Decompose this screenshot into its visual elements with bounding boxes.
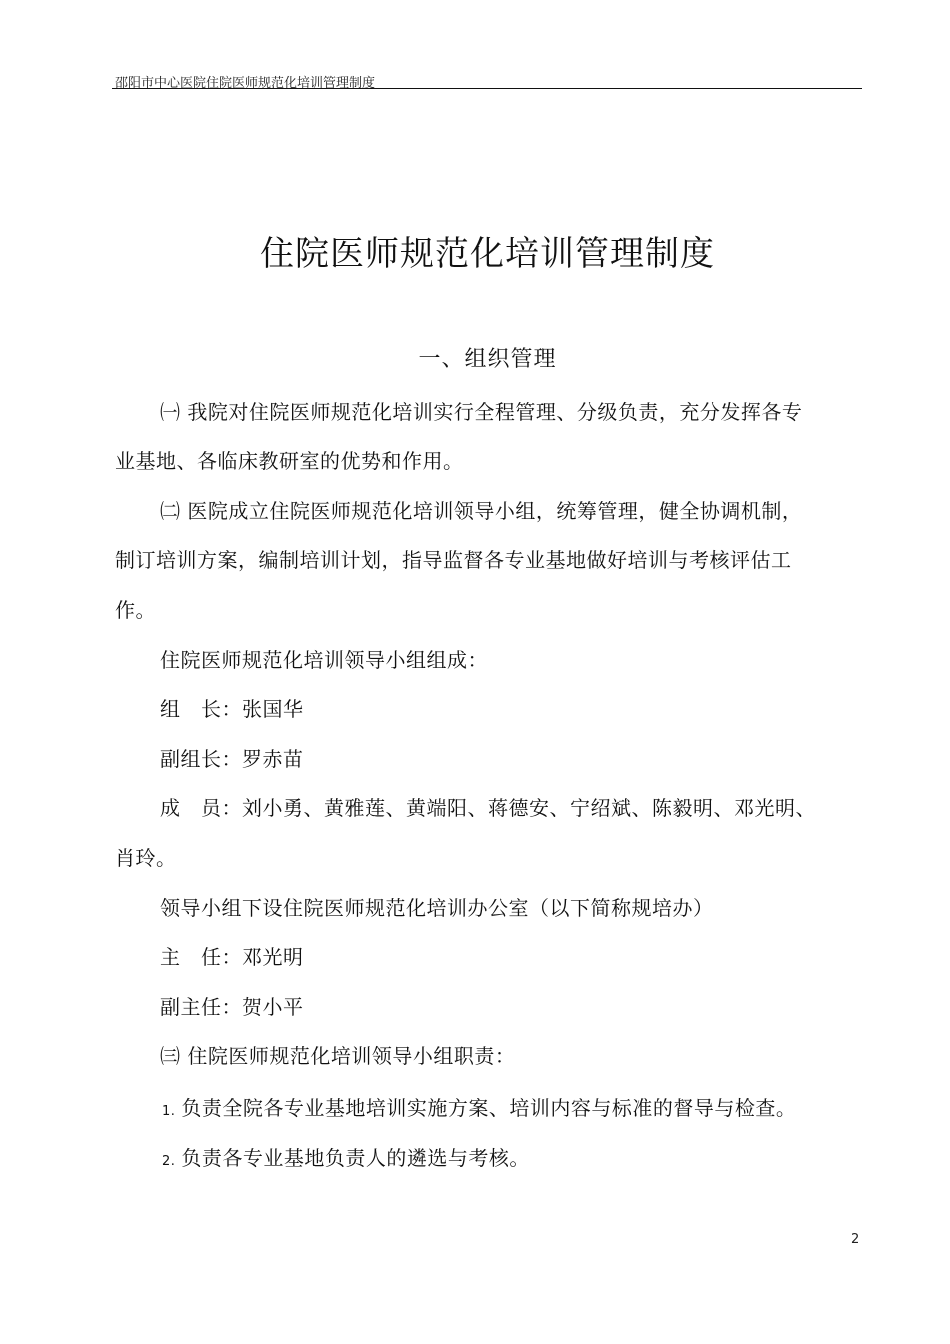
running-header-title: 邵阳市中心医院住院医师规范化培训管理制度 [115, 76, 376, 91]
leader-label: 组 长： [160, 697, 242, 721]
paragraph1-line2: 业基地、各临床教研室的优势和作用。 [115, 449, 464, 473]
duty-item-1-number: 1. [162, 1104, 176, 1119]
group-intro: 住院医师规范化培训领导小组组成： [160, 648, 488, 672]
paragraph2-line2: 制订培训方案，编制培训计划，指导监督各专业基地做好培训与考核评估工 [115, 548, 792, 572]
members-continuation: 肖玲。 [115, 846, 177, 870]
office-intro: 领导小组下设住院医师规范化培训办公室（以下简称规培办） [160, 896, 714, 920]
paragraph2-line3: 作。 [115, 598, 156, 622]
leader-row [160, 695, 304, 723]
paragraph1-line1: ㈠ 我院对住院医师规范化培训实行全程管理、分级负责，充分发挥各专 [160, 400, 803, 424]
duty-item-2-number: 2. [162, 1154, 176, 1169]
deputy-label: 副组长： [160, 747, 242, 771]
director-label: 主 任： [160, 945, 242, 969]
duties-heading: ㈢ 住院医师规范化培训领导小组职责： [160, 1044, 516, 1068]
members-label: 成 员： [160, 796, 242, 820]
section-title: 一、组织管理 [418, 347, 557, 372]
header-divider [112, 88, 862, 89]
vice-director-label: 副主任： [160, 995, 242, 1019]
deputy-name: 罗赤苗 [242, 747, 304, 771]
vice-director-name: 贺小平 [242, 995, 304, 1019]
duty-item-1 [162, 1094, 796, 1126]
page-number: 2 [851, 1232, 860, 1247]
members-row [160, 794, 816, 822]
leader-name: 张国华 [242, 697, 304, 721]
director-row [160, 943, 304, 971]
director-name: 邓光明 [242, 945, 304, 969]
members-list: 刘小勇、黄雅莲、黄端阳、蒋德安、宁绍斌、陈毅明、邓光明、 [242, 796, 816, 820]
duty-item-2 [162, 1144, 530, 1176]
document-title: 住院医师规范化培训管理制度 [260, 234, 715, 274]
paragraph2-line1: ㈡ 医院成立住院医师规范化培训领导小组，统筹管理，健全协调机制， [160, 499, 803, 523]
duty-item-2-text: 负责各专业基地负责人的遴选与考核。 [181, 1146, 530, 1170]
vice-director-row [160, 993, 304, 1021]
deputy-row [160, 745, 304, 773]
duty-item-1-text: 负责全院各专业基地培训实施方案、培训内容与标准的督导与检查。 [181, 1096, 797, 1120]
